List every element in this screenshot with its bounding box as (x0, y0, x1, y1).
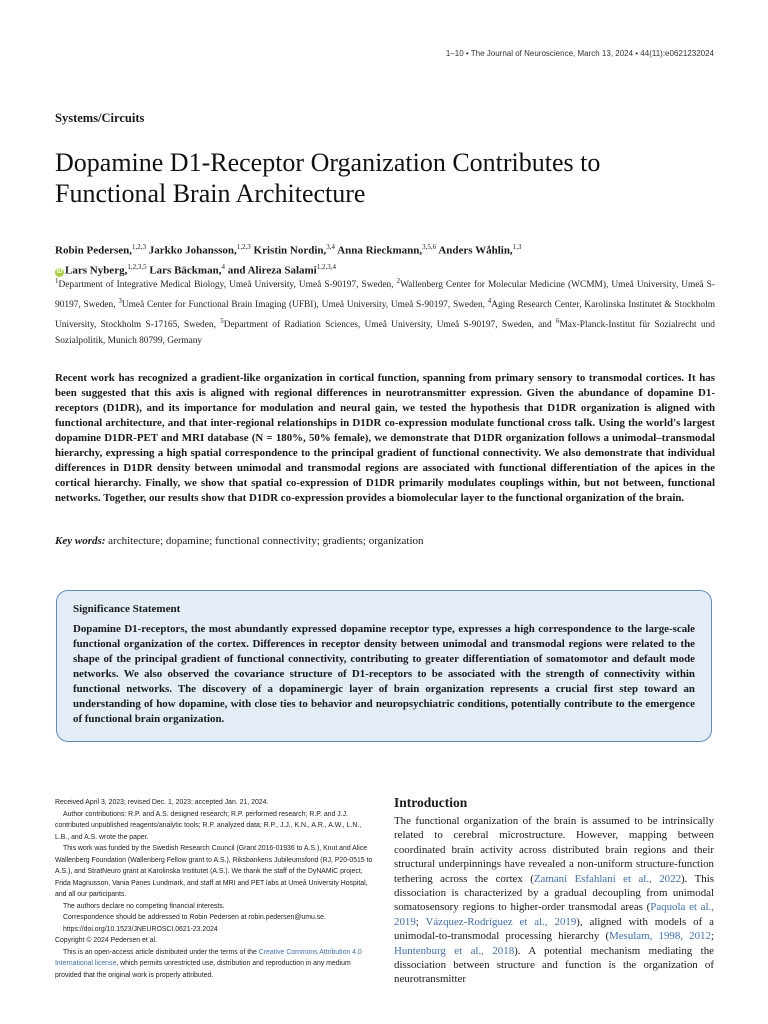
significance-title: Significance Statement (73, 603, 181, 615)
affiliation-text: Umeå Center for Functional Brain Imaging (UFBI), Umeå University, Umeå S-90197, Sweden, (121, 300, 488, 311)
author-name[interactable]: Jarkko Johansson, (148, 244, 237, 257)
affiliation-marker: 1 (55, 277, 59, 285)
author-affiliation-marker: 1,2,3,4 (316, 262, 336, 271)
author-affiliation-marker: 3,4 (326, 243, 336, 251)
keywords (55, 535, 424, 547)
author-affiliation-marker: 4 (221, 262, 225, 271)
affiliation-marker: 4 (487, 297, 492, 306)
keywords-label: Key words: (55, 535, 106, 547)
intro-text: ). A potential mechanism mediating the dissociation between structure and function is the organization of neurotransmitter (394, 944, 714, 986)
keywords-list: architecture; dopamine; functional connectivity; gradients; organization (108, 535, 424, 547)
significance-statement-box (56, 590, 712, 742)
doi-link[interactable]: https://doi.org/10.1523/JNEUROSCI.0621-23.2024 (63, 925, 218, 933)
article-title: Dopamine D1-Receptor Organization Contributes to Functional Brain Architecture (55, 148, 601, 208)
author-name[interactable]: Anders Wåhlin, (438, 244, 513, 257)
affiliation-marker: 6 (555, 317, 560, 326)
license-text-post: , which permits unrestricted use, distribution and reproduction in any medium provided that the original work is properly attributed. (55, 960, 351, 979)
introduction-paragraph (394, 814, 714, 987)
funding-note: This work was funded by the Swedish Research Council (Grant 2016-01936 to A.S.), Knut and Alice Wallenberg Foundation (Wallenberg Fellow grant to A.S.), Riksbankens Jubileumsfond (RJ, P20-0515 to A.S.), and StratNeuro grant at Karolinska Institutet (A.S.). We thank the staff of the DyNAMiC project, Frida Magnusson, Vania Panes Lundmark, and staff at MRI and PET labs at Umeå University Hospital, and all our participants. (55, 845, 373, 898)
introduction-section (394, 795, 714, 987)
orcid-icon[interactable]: iD (56, 269, 63, 276)
license-note (55, 947, 377, 982)
author-affiliation-marker: 1,2,3 (132, 243, 146, 251)
intro-text: ; (710, 930, 714, 943)
citation-link[interactable]: Zamani Esfahlani et al., 2022 (533, 872, 682, 885)
affiliation-text: Max-Planck-Institut für Sozialrecht und Sozialpolitik, Munich 80799, Germany (55, 320, 715, 347)
author-name[interactable]: Kristin Nordin, (253, 244, 327, 257)
intro-text: The functional organization of the brain is assumed to be intrinsically related to cerebral microstructure. However, mapping between coordinated brain activity across distributed brain regions and their structural underpinnings have revealed a non-uniform structure-function tethering across the cortex ( (394, 815, 714, 885)
running-header: 1–10 • The Journal of Neuroscience, March 13, 2024 • 44(11):e0621232024 (445, 49, 714, 58)
intro-text: ). This dissociation is characterized by a gradual decoupling from unimodal somatosensory regions to higher-order transmodal areas ( (394, 872, 714, 914)
author-affiliation-marker: 1,2,3 (236, 243, 251, 251)
intro-text: ; (415, 915, 426, 928)
author-name[interactable]: Lars Bäckman, (149, 264, 222, 277)
intro-text: ), aligned with models of a unimodal-to-transmodal processing hierarchy ( (394, 915, 714, 943)
author-affiliation-marker: 1,2,3,5 (127, 262, 147, 271)
affiliation-marker: 3 (118, 297, 122, 306)
license-text-pre: This is an open-access article distributed under the terms of the (63, 948, 259, 956)
competing-interests: The authors declare no competing financial interests. (63, 902, 225, 910)
affiliation-text: Wallenberg Center for Molecular Medicine (WCMM), Umeå University, Umeå S-90197, Sweden, (55, 280, 715, 311)
section-label: Systems/Circuits (55, 111, 145, 125)
citation-link[interactable]: Paquola et al., 2019 (394, 901, 714, 928)
significance-body: Dopamine D1-receptors, the most abundantly expressed dopamine receptor type, expresses a high correspondence to the large-scale functional organization of the cortex. Differences in receptor density between unimodal and transmodal regions were related to the shape of the principal gradient of functional connectivity, contributing to greater differentiation of somatomotor and default mode networks. We also observed the covariance structure of D1-receptors to be associated with the strength of connectivity within functional networks. The discovery of a dopaminergic layer of brain organization represents a crucial first step toward an understanding of how dopamine, with close ties to behavior and neuropsychiatric conditions, potentially contribute to the emergence of functional brain organization. (73, 623, 695, 725)
author-name[interactable]: Robin Pedersen, (55, 244, 132, 257)
affiliation-marker: 5 (220, 317, 224, 326)
abstract: Recent work has recognized a gradient-like organization in cortical function, spanning from primary sensory to transmodal cortices. It has been suggested that this axis is aligned with regional differences in neurotransmitter expression. Given the abundance of dopamine D1-receptors (D1DR), and its importance for modulation and neural gain, we tested the hypothesis that D1DR organization is aligned with functional architecture, and that inter-regional relationships in D1DR co-expression modulate functional cross talk. Using the world's largest dopamine D1DR-PET and MRI database (N = 180%, 50% female), we demonstrate that D1DR organization follows a unimodal–transmodal hierarchy, expressing a high spatial correspondence to the principal gradient of functional connectivity. We also demonstrate that individual differences in D1DR density between unimodal and transmodal regions are associated with functional differentiation of the apices in the cortical hierarchy. Finally, we show that spatial co-expression of D1DR primarily modulates couplings within, but not between, functional networks. Together, our results show that D1DR co-expression provides a biomolecular layer to the functional organization of the brain. (55, 372, 715, 504)
affiliation-marker: 2 (396, 277, 401, 285)
license-link[interactable]: Creative Commons Attribution 4.0 International license (55, 948, 362, 967)
copyright-note: Copyright © 2024 Pedersen et al. (55, 937, 157, 944)
author-contributions: Author contributions: R.P. and A.S. designed research; R.P. performed research; R.P. and J.J. contributed unpublished reagents/analytic tools; R.P. analyzed data; R.P., J.J., K.N., A.R., A.W., L.N., L.B., and A.S. wrote the paper. (55, 810, 362, 841)
correspondence-note: Correspondence should be addressed to Robin Pedersen at robin.pedersen@umu.se. (63, 914, 326, 921)
affiliation-text: Department of Radiation Sciences, Umeå University, Umeå S-90197, Sweden, and (223, 320, 556, 331)
affiliation-text: Aging Research Center, Karolinska Institutet & Stockholm University, Stockholm S-17165, Sweden, (55, 300, 716, 331)
introduction-heading: Introduction (394, 795, 468, 810)
author-name[interactable]: Lars Nyberg, (65, 264, 128, 277)
citation-link[interactable]: Huntenburg et al., 2018 (394, 944, 515, 957)
affiliations (55, 273, 715, 349)
received-dates: Received April 3, 2023; revised Dec. 1, 2023; accepted Jan. 21, 2024. (55, 799, 269, 806)
author-name[interactable]: Anna Rieckmann, (337, 244, 423, 257)
citation-link[interactable]: Vázquez-Rodríguez et al., 2019 (425, 915, 577, 928)
article-footnotes (55, 797, 377, 981)
author-name[interactable]: and Alireza Salami (227, 264, 317, 277)
author-affiliation-marker: 3,5,6 (422, 243, 437, 251)
affiliation-text: Department of Integrative Medical Biology, Umeå University, Umeå S-90197, Sweden, (58, 280, 397, 291)
citation-link[interactable]: Mesulam, 1998, 2012 (609, 930, 711, 943)
author-affiliation-marker: 1,3 (512, 243, 522, 251)
